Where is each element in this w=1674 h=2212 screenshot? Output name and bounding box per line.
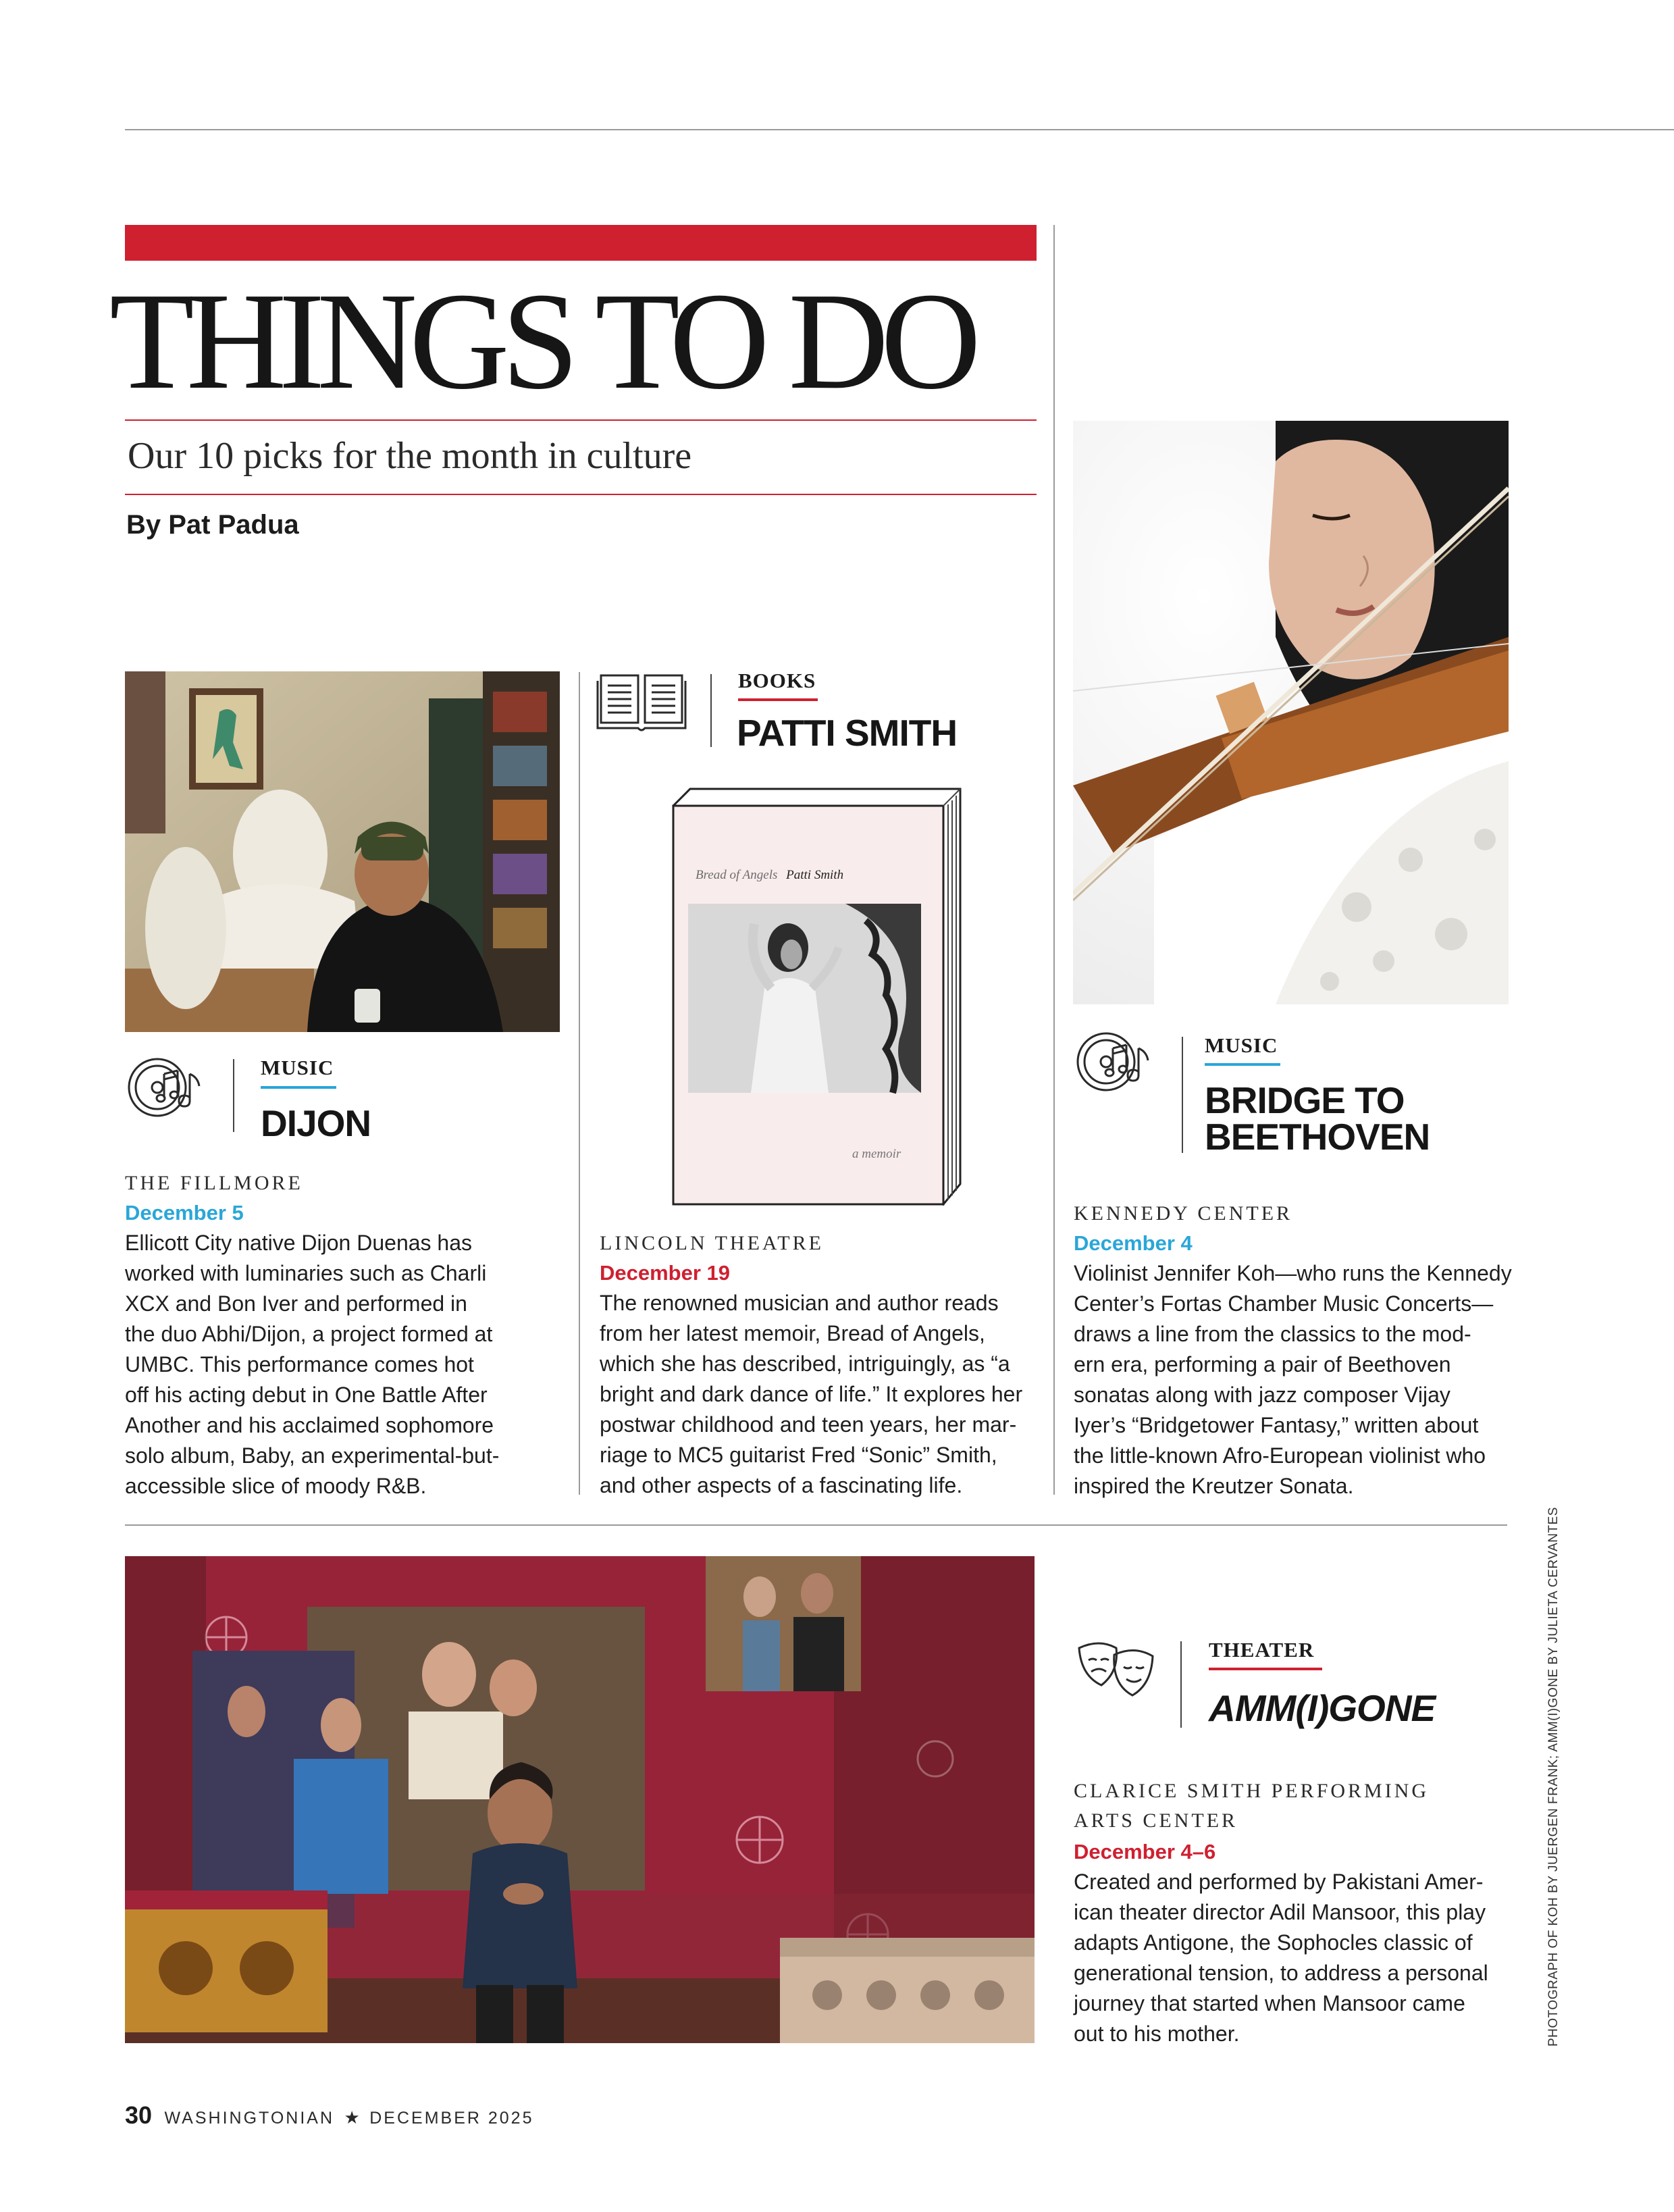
theater-masks-icon bbox=[1074, 1635, 1158, 1705]
book-author-text: Patti Smith bbox=[786, 868, 844, 882]
top-rule bbox=[125, 129, 1674, 130]
beethoven-music-icon bbox=[1072, 1028, 1160, 1096]
ammigone-category: THEATER bbox=[1209, 1638, 1315, 1662]
music-record-icon bbox=[124, 1054, 211, 1121]
publication-name: WASHINGTONIAN bbox=[164, 2109, 335, 2128]
open-book-icon bbox=[594, 669, 689, 733]
ammigone-venue-line2: ARTS CENTER bbox=[1074, 1809, 1238, 1832]
ammigone-category-underline bbox=[1209, 1668, 1322, 1670]
ammigone-venue bbox=[1074, 1776, 1429, 1836]
beethoven-title-line2: BEETHOVEN bbox=[1205, 1116, 1430, 1158]
title-rule bbox=[125, 419, 1037, 421]
page-subtitle: Our 10 picks for the month in culture bbox=[128, 435, 692, 477]
patti-category-underline bbox=[738, 698, 818, 701]
issue-date: DECEMBER 2025 bbox=[369, 2109, 534, 2128]
dijon-category-underline bbox=[261, 1086, 336, 1089]
theater-icon-divider bbox=[1180, 1641, 1182, 1728]
dijon-photo bbox=[125, 671, 560, 1032]
ammigone-stage-photo bbox=[125, 1556, 1035, 2043]
beethoven-body: Violinist Jennifer Koh—who runs the Kennedy Center’s Fortas Chamber Music Concerts— draws a line from the classics to the mod- ern era, performing a pair of Beethoven sonatas along with jazz composer Vijay Iyer’s “Bridgetower Fantasy,” written about the little-known Afro-European violinist who inspired the Kreutzer Sonata. bbox=[1074, 1261, 1512, 1498]
patti-body: The renowned musician and author reads from her latest memoir, Bread of Angels, which she has described, intriguingly, as “a bright and dark dance of life.” It explores her postwar childhood and teen years, her mar- riage to MC5 guitarist Fred “Sonic” Smith, and other aspects of a fascinating life. bbox=[600, 1291, 1023, 1497]
book-subtitle: a memoir bbox=[852, 1147, 901, 1161]
ammigone-date: December 4–6 bbox=[1074, 1840, 1216, 1863]
dijon-title: DIJON bbox=[261, 1102, 371, 1144]
beethoven-date: December 4 bbox=[1074, 1231, 1193, 1255]
page-footer bbox=[125, 2101, 533, 2136]
row-rule bbox=[125, 1524, 1507, 1526]
byline: By Pat Padua bbox=[126, 510, 299, 540]
beethoven-icon-divider bbox=[1182, 1037, 1183, 1153]
patti-category: BOOKS bbox=[738, 669, 816, 692]
violinist-photo bbox=[1073, 421, 1509, 1004]
dijon-category: MUSIC bbox=[261, 1056, 334, 1079]
beethoven-category: MUSIC bbox=[1205, 1033, 1278, 1057]
ammigone-title: AMM(I)GONE bbox=[1209, 1687, 1436, 1729]
page-title: THINGS TO DO bbox=[109, 263, 973, 418]
page-number: 30 bbox=[125, 2101, 153, 2129]
ammigone-body: Created and performed by Pakistani Amer- ican theater director Adil Mansoor, this play adapts Antigone, the Sophocles classic of generational tension, to address a personal journey that started when Mansoor came out to his mother. bbox=[1074, 1870, 1488, 2046]
patti-title: PATTI SMITH bbox=[737, 712, 958, 754]
photo-credit: PHOTOGRAPH OF KOH BY JUERGEN FRANK; AMM(I)GONE BY JULIETA CERVANTES bbox=[1546, 1507, 1561, 2047]
column-rule-right-top bbox=[1053, 225, 1055, 1495]
patti-icon-divider bbox=[710, 674, 712, 747]
column-rule-left bbox=[579, 672, 580, 1495]
beethoven-title bbox=[1205, 1079, 1430, 1158]
beethoven-venue: KENNEDY CENTER bbox=[1074, 1202, 1293, 1225]
book-cover bbox=[670, 786, 964, 1208]
star-icon: ★ bbox=[344, 2107, 360, 2128]
book-title-text: Bread of Angels bbox=[696, 868, 778, 882]
header-red-bar bbox=[125, 225, 1037, 261]
subtitle-rule bbox=[125, 494, 1037, 495]
dijon-venue: THE FILLMORE bbox=[125, 1172, 303, 1194]
ammigone-venue-line1: CLARICE SMITH PERFORMING bbox=[1074, 1780, 1430, 1802]
patti-venue: LINCOLN THEATRE bbox=[600, 1232, 824, 1254]
dijon-date: December 5 bbox=[125, 1201, 244, 1225]
beethoven-title-line1: BRIDGE TO bbox=[1205, 1079, 1405, 1121]
book-title bbox=[696, 868, 843, 883]
patti-date: December 19 bbox=[600, 1261, 731, 1285]
beethoven-category-underline bbox=[1205, 1063, 1280, 1066]
dijon-body: Ellicott City native Dijon Duenas has worked with luminaries such as Charli XCX and Bon Iver and performed in the duo Abhi/Dijon, a project formed at UMBC. This performance comes hot off his acting debut in One Battle After Another and his acclaimed sophomore solo album, Baby, an experimental-but- accessible slice of moody R&B. bbox=[125, 1231, 500, 1498]
dijon-icon-divider bbox=[233, 1059, 234, 1132]
